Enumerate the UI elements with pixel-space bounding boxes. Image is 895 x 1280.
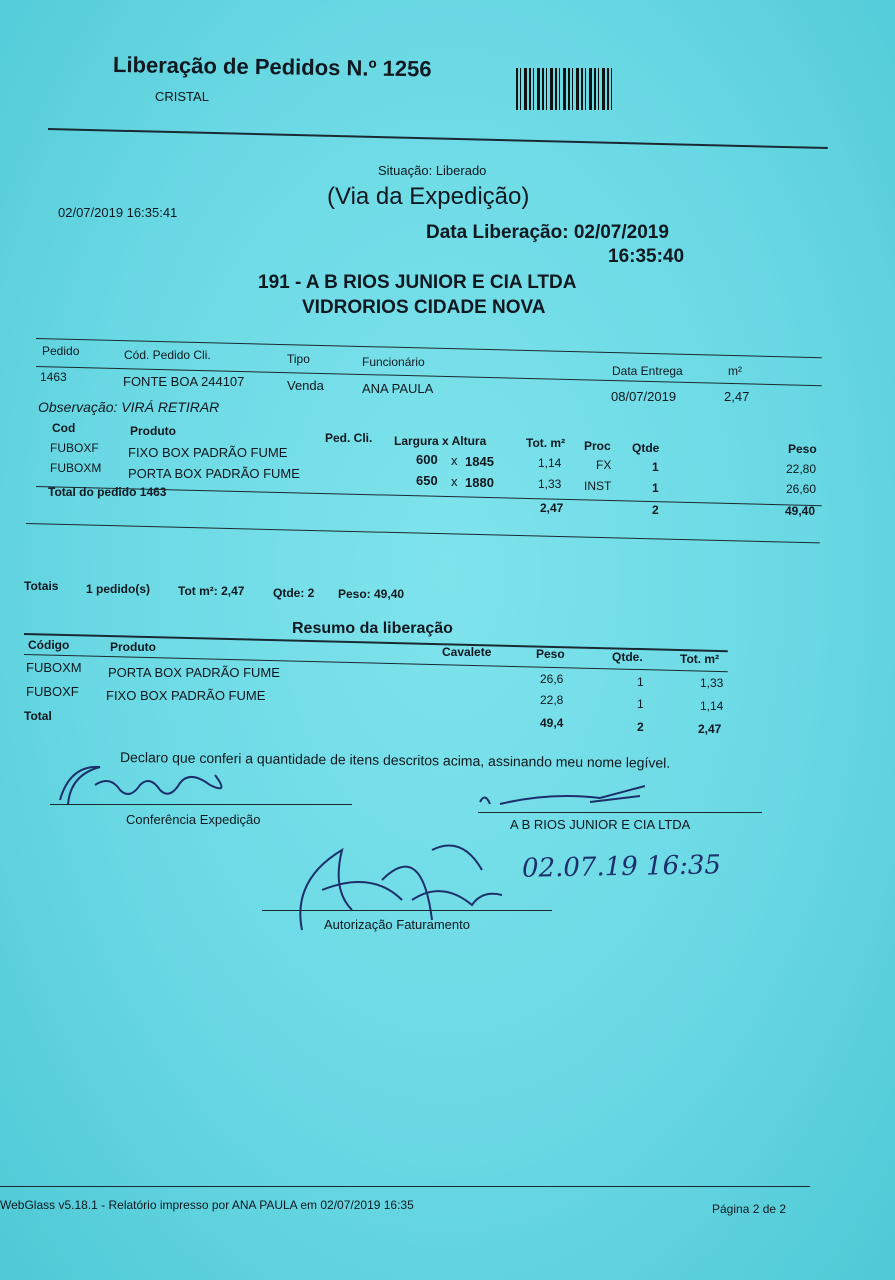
col-m2: m² — [728, 364, 742, 378]
col-pedido: Pedido — [42, 344, 80, 358]
cliente-line — [478, 812, 762, 813]
client-store: VIDRORIOS CIDADE NOVA — [302, 297, 546, 318]
summary-row-2-qtde: 1 — [637, 697, 644, 711]
item-1-produto: FIXO BOX PADRÃO FUME — [128, 445, 288, 460]
order-total-qtde: 2 — [652, 503, 659, 517]
report-subtitle: CRISTAL — [155, 89, 209, 104]
summary-total-peso: 49,4 — [540, 716, 564, 730]
item-1-altura: 1845 — [465, 454, 494, 469]
summary-row-2-codigo: FUBOXF — [26, 684, 79, 699]
summary-row-1-qtde: 1 — [637, 675, 644, 689]
summary-col-qtde: Qtde. — [612, 650, 643, 664]
order-number: 1463 — [40, 370, 67, 384]
col-tipo: Tipo — [287, 352, 310, 366]
summary-col-tot-m2: Tot. m² — [680, 652, 720, 666]
autorizacao-line — [262, 910, 552, 911]
header-divider — [48, 128, 828, 149]
col-funcionario: Funcionário — [362, 355, 425, 369]
handwritten-date: 02.07.19 16:35 — [521, 850, 722, 884]
status-label: Situação: Liberado — [378, 163, 487, 178]
print-timestamp: 02/07/2019 16:35:41 — [58, 205, 178, 220]
items-col-proc: Proc — [584, 439, 611, 453]
totals-pedidos: 1 pedido(s) — [86, 582, 151, 596]
release-date: Data Liberação: 02/07/2019 — [426, 222, 669, 243]
totals-peso: Peso: 49,40 — [338, 587, 405, 601]
order-m2: 2,47 — [724, 389, 750, 404]
order-client-code: FONTE BOA 244107 — [123, 374, 245, 389]
items-col-largura-altura: Largura x Altura — [394, 434, 487, 448]
items-col-cod: Cod — [52, 421, 76, 435]
cliente-signature — [470, 782, 680, 822]
item-2-cod: FUBOXM — [50, 461, 102, 475]
summary-total-label: Total — [24, 709, 52, 723]
item-2-qtde: 1 — [652, 481, 659, 495]
order-employee: ANA PAULA — [362, 381, 434, 396]
order-total-m2: 2,47 — [540, 501, 564, 515]
summary-total-qtde: 2 — [637, 720, 644, 734]
items-col-peso: Peso — [788, 442, 817, 456]
items-col-tot-m2: Tot. m² — [526, 436, 566, 450]
totals-m2: Tot m²: 2,47 — [178, 584, 245, 598]
items-col-produto: Produto — [130, 424, 176, 438]
summary-row-2-peso: 22,8 — [540, 693, 564, 707]
cliente-label: A B RIOS JUNIOR E CIA LTDA — [510, 817, 691, 832]
totals-label: Totais — [24, 579, 59, 593]
summary-row-2-produto: FIXO BOX PADRÃO FUME — [106, 688, 266, 703]
col-data-entrega: Data Entrega — [612, 364, 683, 378]
summary-row-1-peso: 26,6 — [540, 672, 564, 686]
conferencia-label: Conferência Expedição — [126, 812, 261, 827]
item-2-largura: 650 — [416, 473, 438, 488]
footer-print-info: WebGlass v5.18.1 - Relatório impresso por ANA PAULA em 02/07/2019 16:35 — [0, 1198, 414, 1212]
item-1-tot-m2: 1,14 — [538, 456, 562, 470]
item-2-peso: 26,60 — [786, 482, 817, 496]
conferencia-line — [50, 804, 352, 805]
order-total-peso: 49,40 — [785, 504, 816, 518]
summary-col-codigo: Código — [28, 638, 70, 652]
col-cod-pedido-cli: Cód. Pedido Cli. — [124, 348, 211, 362]
item-1-largura: 600 — [416, 452, 438, 467]
item-2-proc: INST — [584, 479, 612, 493]
autorizacao-label: Autorização Faturamento — [324, 917, 470, 932]
summary-title: Resumo da liberação — [292, 620, 453, 637]
footer-page-number: Página 2 de 2 — [712, 1202, 787, 1216]
summary-col-produto: Produto — [110, 640, 156, 654]
item-1-proc: FX — [596, 458, 612, 472]
barcode — [516, 68, 614, 110]
release-time: 16:35:40 — [608, 246, 685, 267]
summary-row-2-tot-m2: 1,14 — [700, 699, 724, 713]
order-section-bottom — [26, 523, 820, 543]
client-name: 191 - A B RIOS JUNIOR E CIA LTDA — [258, 272, 577, 293]
totals-qtde: Qtde: 2 — [273, 586, 315, 600]
footer-rule — [0, 1186, 810, 1187]
summary-col-peso: Peso — [536, 647, 565, 661]
item-2-produto: PORTA BOX PADRÃO FUME — [128, 466, 300, 481]
item-2-altura: 1880 — [465, 475, 494, 490]
summary-row-1-tot-m2: 1,33 — [700, 676, 724, 690]
item-2-x: x — [451, 474, 458, 489]
summary-total-m2: 2,47 — [698, 722, 722, 736]
order-delivery-date: 08/07/2019 — [611, 389, 677, 404]
item-2-tot-m2: 1,33 — [538, 477, 562, 491]
report-title: Liberação de Pedidos N.º 1256 — [112, 52, 432, 82]
item-1-peso: 22,80 — [786, 462, 817, 476]
order-observation: Observação: VIRÁ RETIRAR — [38, 399, 220, 415]
summary-row-1-codigo: FUBOXM — [26, 660, 82, 675]
conferencia-signature — [40, 755, 260, 815]
items-col-qtde: Qtde — [632, 441, 660, 455]
item-1-qtde: 1 — [652, 460, 659, 474]
order-total-label: Total do pedido 1463 — [48, 485, 167, 499]
item-1-x: x — [451, 453, 458, 468]
item-1-cod: FUBOXF — [50, 441, 99, 455]
items-col-ped-cli: Ped. Cli. — [325, 431, 373, 445]
summary-row-1-produto: PORTA BOX PADRÃO FUME — [108, 665, 280, 680]
order-type: Venda — [287, 378, 324, 393]
declaration-text: Declaro que conferi a quantidade de itens descritos acima, assinando meu nome legível. — [119, 749, 671, 771]
via-label: (Via da Expedição) — [327, 183, 530, 210]
summary-col-cavalete: Cavalete — [442, 645, 492, 659]
